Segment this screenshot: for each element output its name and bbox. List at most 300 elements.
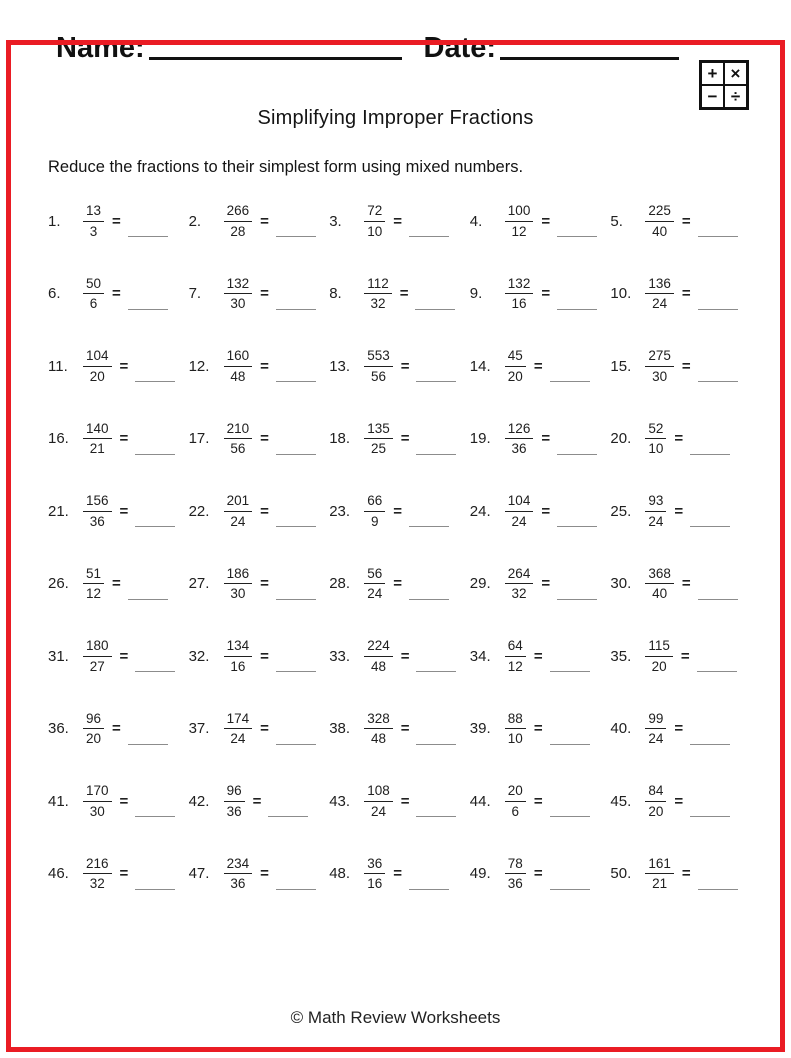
problem-number: 41. (48, 792, 69, 810)
equals-sign: = (681, 285, 691, 303)
fraction-denominator: 36 (226, 803, 242, 819)
fraction (645, 493, 666, 529)
problem-number: 30. (610, 575, 632, 593)
fraction (224, 783, 245, 819)
problem-cell (48, 765, 189, 838)
fraction-denominator: 12 (511, 223, 527, 239)
equals-sign: = (400, 792, 410, 810)
problem-number: 46. (48, 865, 69, 883)
answer-blank[interactable] (416, 453, 456, 455)
equals-sign: = (260, 647, 269, 665)
equals-sign: = (260, 357, 269, 375)
fraction-numerator: 72 (364, 203, 385, 222)
problem-number: 6. (48, 285, 61, 303)
name-field-group (56, 34, 404, 63)
fraction (224, 711, 253, 747)
fraction-denominator: 27 (89, 658, 105, 674)
fraction-numerator: 140 (83, 421, 112, 440)
fraction (505, 711, 526, 747)
equals-sign: = (674, 720, 684, 738)
problem-number: 16. (48, 430, 69, 448)
problem-number: 34. (469, 647, 491, 665)
problem-number: 8. (329, 285, 342, 303)
problem-cell (329, 620, 470, 693)
answer-blank[interactable] (276, 235, 316, 237)
fraction-numerator: 112 (364, 276, 392, 295)
fraction-denominator: 40 (652, 586, 668, 602)
answer-blank[interactable] (135, 380, 175, 382)
plus-icon: + (701, 62, 724, 85)
fraction-numerator: 216 (83, 856, 112, 875)
fraction-numerator: 201 (224, 493, 253, 512)
problem-number: 12. (188, 357, 210, 375)
problem-number: 18. (329, 430, 351, 448)
problem-number: 19. (469, 430, 491, 448)
answer-blank[interactable] (409, 888, 449, 890)
fraction-denominator: 25 (370, 441, 386, 457)
fraction-numerator: 84 (645, 783, 666, 802)
equals-sign: = (119, 865, 129, 883)
fraction-denominator: 56 (230, 441, 246, 457)
answer-blank[interactable] (690, 743, 730, 745)
divide-icon: ÷ (724, 85, 747, 108)
problem-number: 7. (188, 285, 202, 303)
fraction-denominator: 6 (511, 803, 520, 819)
equals-sign: = (393, 212, 402, 230)
problem-number: 14. (469, 357, 491, 375)
problem-cell (48, 620, 189, 693)
fraction-denominator: 12 (507, 658, 523, 674)
problem-number: 24. (469, 502, 491, 520)
fraction-numerator: 64 (505, 638, 526, 657)
problem-number: 25. (610, 502, 632, 520)
problem-cell (610, 620, 751, 693)
fraction-denominator: 48 (230, 368, 246, 384)
problem-number: 27. (188, 575, 210, 593)
equals-sign: = (533, 647, 543, 665)
fraction (224, 203, 253, 239)
fraction-denominator: 24 (367, 586, 383, 602)
fraction-denominator: 30 (230, 296, 246, 312)
answer-blank[interactable] (698, 235, 738, 237)
answer-blank[interactable] (135, 815, 175, 817)
problem-number: 35. (610, 647, 632, 665)
problem-number: 28. (329, 575, 351, 593)
answer-blank[interactable] (416, 380, 456, 382)
answer-blank[interactable] (550, 380, 590, 382)
problem-cell (48, 475, 189, 548)
fraction-numerator: 36 (364, 856, 385, 875)
answer-blank[interactable] (557, 525, 597, 527)
equals-sign: = (541, 502, 551, 520)
answer-blank[interactable] (276, 525, 316, 527)
fraction-denominator: 20 (507, 368, 523, 384)
problem-number: 11. (48, 357, 68, 375)
problem-number: 2. (188, 212, 202, 230)
fraction-numerator: 224 (364, 638, 393, 657)
fraction-numerator: 108 (364, 783, 393, 802)
fraction (505, 783, 526, 819)
answer-blank[interactable] (698, 308, 738, 310)
fraction (505, 276, 534, 312)
answer-blank[interactable] (416, 815, 456, 817)
problem-cell (189, 330, 330, 403)
fraction (364, 493, 385, 529)
fraction (364, 638, 393, 674)
fraction-numerator: 135 (364, 421, 393, 440)
fraction-denominator: 30 (89, 803, 105, 819)
problem-number: 15. (610, 357, 632, 375)
fraction (83, 493, 112, 529)
answer-blank[interactable] (416, 670, 456, 672)
equals-sign: = (533, 720, 543, 738)
answer-blank[interactable] (550, 743, 590, 745)
fraction-numerator: 225 (645, 203, 674, 222)
problem-number: 45. (610, 792, 632, 810)
minus-icon: − (701, 85, 724, 108)
problem-cell (189, 403, 330, 476)
problem-number: 33. (329, 647, 351, 665)
fraction-numerator: 161 (645, 856, 674, 875)
answer-blank[interactable] (128, 308, 168, 310)
problem-cell (610, 258, 751, 331)
equals-sign: = (260, 430, 269, 448)
problem-cell (610, 693, 751, 766)
fraction-numerator: 134 (224, 638, 253, 657)
fraction-numerator: 368 (645, 566, 674, 585)
fraction-numerator: 78 (505, 856, 526, 875)
problem-cell (610, 330, 751, 403)
fraction-numerator: 56 (364, 566, 385, 585)
problem-cell (48, 548, 189, 621)
fraction (83, 276, 104, 312)
fraction-numerator: 132 (505, 276, 534, 295)
fraction (505, 638, 526, 674)
fraction-numerator: 160 (224, 348, 253, 367)
answer-blank[interactable] (697, 670, 737, 672)
problem-cell (329, 475, 470, 548)
fraction-denominator: 21 (89, 441, 105, 457)
problem-cell (329, 185, 470, 258)
problem-cell (470, 548, 611, 621)
answer-blank[interactable] (409, 525, 449, 527)
problem-number: 5. (610, 212, 623, 230)
fraction-denominator: 30 (230, 586, 246, 602)
fraction (364, 856, 385, 892)
equals-sign: = (533, 792, 543, 810)
answer-blank[interactable] (416, 743, 456, 745)
problem-number: 43. (329, 792, 351, 810)
answer-blank[interactable] (415, 308, 455, 310)
fraction-denominator: 16 (511, 296, 527, 312)
answer-blank[interactable] (698, 598, 738, 600)
answer-blank[interactable] (128, 743, 168, 745)
fraction-numerator: 96 (224, 783, 245, 802)
fraction (645, 348, 674, 384)
answer-blank[interactable] (409, 235, 449, 237)
problem-cell (470, 330, 611, 403)
equals-sign: = (541, 285, 551, 303)
fraction-numerator: 180 (83, 638, 112, 657)
fraction-denominator: 48 (370, 731, 386, 747)
answer-blank[interactable] (128, 598, 168, 600)
problem-number: 29. (469, 575, 491, 593)
answer-blank[interactable] (690, 453, 730, 455)
fraction (364, 711, 393, 747)
equals-sign: = (400, 430, 410, 448)
answer-blank[interactable] (690, 525, 730, 527)
answer-blank[interactable] (690, 815, 730, 817)
problem-cell (329, 765, 470, 838)
fraction (364, 276, 392, 312)
problem-cell (329, 693, 470, 766)
fraction-numerator: 100 (505, 203, 534, 222)
answer-blank[interactable] (557, 235, 597, 237)
problem-number: 39. (469, 720, 491, 738)
fraction-denominator: 36 (507, 876, 523, 892)
problem-cell (189, 620, 330, 693)
answer-blank[interactable] (135, 525, 175, 527)
problem-cell (610, 475, 751, 548)
fraction-numerator: 115 (645, 638, 673, 657)
equals-sign: = (260, 285, 269, 303)
equals-sign: = (393, 502, 402, 520)
equals-sign: = (119, 430, 129, 448)
equals-sign: = (533, 357, 543, 375)
answer-blank[interactable] (276, 308, 316, 310)
fraction (645, 783, 666, 819)
equals-sign: = (112, 285, 121, 303)
answer-blank[interactable] (135, 670, 175, 672)
problem-cell (470, 838, 611, 911)
equals-sign: = (541, 575, 551, 593)
equals-sign: = (674, 502, 684, 520)
fraction-numerator: 66 (364, 493, 385, 512)
equals-sign: = (393, 865, 402, 883)
fraction-denominator: 9 (370, 513, 379, 529)
answer-blank[interactable] (557, 308, 597, 310)
problem-number: 23. (329, 502, 351, 520)
problem-cell (610, 403, 751, 476)
fraction (505, 203, 534, 239)
fraction (364, 421, 393, 457)
answer-blank[interactable] (698, 888, 738, 890)
fraction (645, 711, 666, 747)
fraction-numerator: 13 (83, 203, 104, 222)
fraction-numerator: 170 (83, 783, 112, 802)
problem-cell (48, 258, 189, 331)
instructions-text: Reduce the fractions to their simplest form using mixed numbers. (48, 158, 524, 176)
fraction (364, 348, 393, 384)
fraction (83, 711, 104, 747)
answer-blank[interactable] (276, 380, 316, 382)
equals-sign: = (541, 212, 551, 230)
equals-sign: = (112, 212, 121, 230)
fraction (505, 421, 534, 457)
fraction-numerator: 136 (645, 276, 674, 295)
problem-number: 31. (48, 647, 69, 665)
fraction-numerator: 96 (83, 711, 104, 730)
problem-number: 22. (188, 502, 210, 520)
fraction (83, 856, 112, 892)
problem-cell (48, 185, 189, 258)
fraction (83, 421, 112, 457)
fraction-denominator: 21 (652, 876, 668, 892)
fraction-denominator: 24 (370, 803, 386, 819)
fraction-numerator: 174 (224, 711, 253, 730)
equals-sign: = (400, 647, 410, 665)
fraction-numerator: 234 (224, 856, 253, 875)
fraction (505, 493, 534, 529)
problem-cell (48, 693, 189, 766)
fraction-denominator: 30 (652, 368, 668, 384)
fraction-numerator: 93 (645, 493, 666, 512)
answer-blank[interactable] (276, 453, 316, 455)
answer-blank[interactable] (557, 598, 597, 600)
equals-sign: = (119, 792, 129, 810)
fraction-denominator: 10 (367, 223, 383, 239)
fraction-denominator: 6 (89, 296, 98, 312)
equals-sign: = (674, 792, 684, 810)
answer-blank[interactable] (276, 670, 316, 672)
answer-blank[interactable] (135, 888, 175, 890)
fraction-denominator: 36 (511, 441, 527, 457)
equals-sign: = (260, 212, 269, 230)
problems-grid (48, 185, 751, 910)
problem-number: 49. (469, 865, 491, 883)
fraction-numerator: 266 (224, 203, 253, 222)
fraction (224, 856, 253, 892)
equals-sign: = (260, 720, 269, 738)
problem-cell (189, 258, 330, 331)
math-operations-icon (699, 60, 749, 110)
footer-copyright: © Math Review Worksheets (290, 1008, 501, 1027)
fraction (645, 421, 666, 457)
problem-cell (470, 693, 611, 766)
name-input-line[interactable] (149, 57, 402, 60)
equals-sign: = (681, 575, 691, 593)
answer-blank[interactable] (698, 380, 738, 382)
fraction (224, 493, 253, 529)
equals-sign: = (252, 792, 262, 810)
problem-cell (470, 475, 611, 548)
problem-cell (470, 620, 611, 693)
answer-blank[interactable] (550, 670, 590, 672)
fraction (645, 856, 674, 892)
problem-cell (189, 548, 330, 621)
fraction-numerator: 45 (505, 348, 526, 367)
answer-blank[interactable] (550, 815, 590, 817)
date-input-line[interactable] (500, 57, 679, 60)
fraction-denominator: 32 (89, 876, 105, 892)
equals-sign: = (680, 647, 690, 665)
problem-cell (610, 838, 751, 911)
fraction (645, 566, 674, 602)
fraction-numerator: 104 (83, 348, 112, 367)
problem-cell (610, 548, 751, 621)
problem-cell (329, 403, 470, 476)
fraction (505, 566, 534, 602)
equals-sign: = (399, 285, 409, 303)
problem-number: 17. (188, 430, 210, 448)
problem-number: 38. (329, 720, 351, 738)
name-label: Name: (56, 32, 145, 64)
fraction-numerator: 88 (505, 711, 526, 730)
equals-sign: = (119, 647, 129, 665)
equals-sign: = (681, 357, 691, 375)
problem-cell (470, 258, 611, 331)
equals-sign: = (541, 430, 551, 448)
problem-cell (189, 475, 330, 548)
answer-blank[interactable] (128, 235, 168, 237)
fraction-denominator: 28 (230, 223, 246, 239)
answer-blank[interactable] (135, 453, 175, 455)
fraction-denominator: 24 (511, 513, 527, 529)
problem-number: 42. (188, 792, 210, 810)
fraction-denominator: 20 (89, 368, 105, 384)
fraction (83, 566, 104, 602)
fraction-denominator: 24 (230, 513, 246, 529)
fraction-numerator: 51 (83, 566, 104, 585)
worksheet-title: Simplifying Improper Fractions (257, 107, 534, 129)
fraction-denominator: 20 (86, 731, 102, 747)
fraction-numerator: 553 (364, 348, 393, 367)
equals-sign: = (112, 575, 121, 593)
fraction-numerator: 210 (224, 421, 253, 440)
problem-number: 26. (48, 575, 69, 593)
answer-blank[interactable] (557, 453, 597, 455)
equals-sign: = (260, 865, 269, 883)
answer-blank[interactable] (268, 815, 308, 817)
fraction (505, 348, 526, 384)
fraction-denominator: 56 (370, 368, 386, 384)
equals-sign: = (400, 720, 410, 738)
fraction (83, 783, 112, 819)
problem-number: 47. (188, 865, 210, 883)
fraction-numerator: 328 (364, 711, 393, 730)
answer-blank[interactable] (409, 598, 449, 600)
fraction-denominator: 24 (652, 296, 668, 312)
fraction (83, 203, 104, 239)
problem-cell (470, 403, 611, 476)
answer-blank[interactable] (550, 888, 590, 890)
fraction-denominator: 24 (648, 731, 664, 747)
problem-number: 3. (329, 212, 342, 230)
fraction-numerator: 186 (224, 566, 253, 585)
answer-blank[interactable] (276, 888, 316, 890)
answer-blank[interactable] (276, 598, 316, 600)
problem-cell (329, 258, 470, 331)
problem-cell (329, 330, 470, 403)
multiply-icon: × (724, 62, 747, 85)
fraction (364, 783, 393, 819)
fraction-denominator: 24 (648, 513, 664, 529)
fraction (364, 566, 385, 602)
problem-number: 50. (610, 865, 632, 883)
equals-sign: = (393, 575, 402, 593)
answer-blank[interactable] (276, 743, 316, 745)
equals-sign: = (533, 865, 543, 883)
problem-number: 1. (48, 212, 61, 230)
fraction-denominator: 20 (648, 803, 664, 819)
problem-cell (48, 330, 189, 403)
problem-cell (189, 765, 330, 838)
fraction-denominator: 12 (86, 586, 102, 602)
fraction-denominator: 24 (230, 731, 246, 747)
fraction-numerator: 275 (645, 348, 674, 367)
equals-sign: = (260, 502, 269, 520)
fraction-numerator: 126 (505, 421, 534, 440)
